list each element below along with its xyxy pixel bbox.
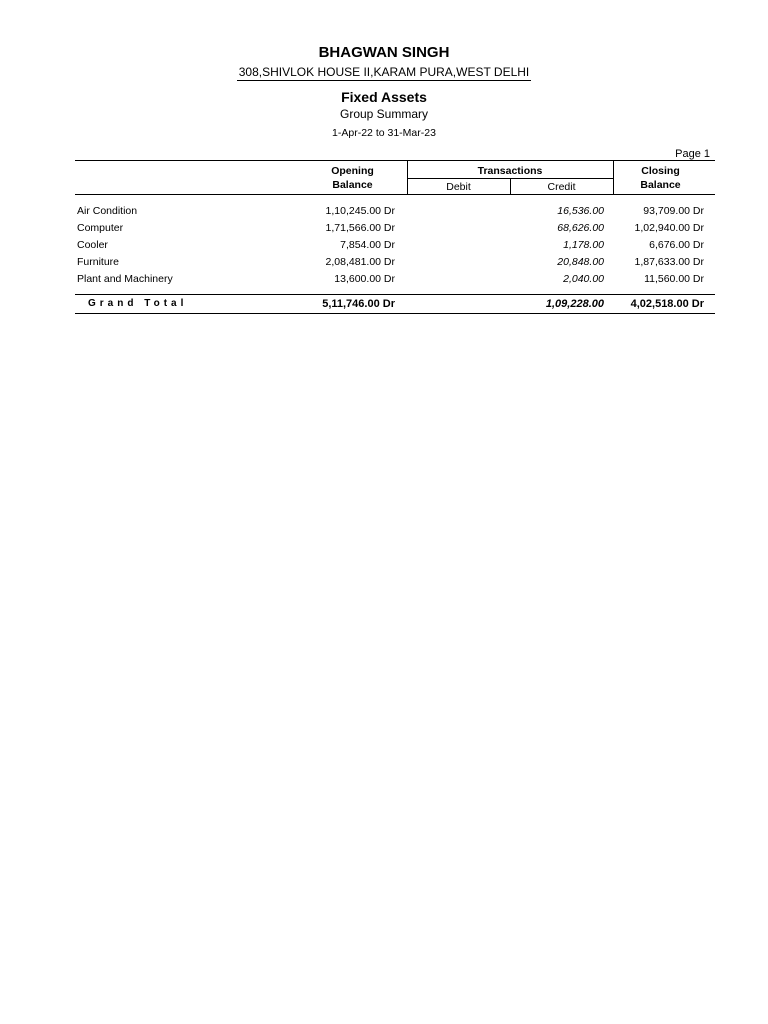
table-row <box>0 256 768 273</box>
row-opening: 1,71,566.00 Dr <box>325 222 395 234</box>
row-credit: 68,626.00 <box>557 222 604 234</box>
grand-total-opening: 5,11,746.00 Dr <box>322 298 395 310</box>
row-name: Air Condition <box>77 205 138 217</box>
header-credit: Credit <box>547 181 576 193</box>
company-address-text: 308,SHIVLOK HOUSE II,KARAM PURA,WEST DELHI <box>238 65 530 79</box>
row-name: Computer <box>77 222 124 234</box>
row-closing: 1,87,633.00 Dr <box>634 256 704 268</box>
header-top-rule <box>75 160 715 161</box>
row-name: Plant and Machinery <box>77 273 173 285</box>
grand-total-credit: 1,09,228.00 <box>545 298 604 310</box>
report-title: Fixed Assets <box>341 89 427 105</box>
total-bottom-rule <box>75 313 715 314</box>
row-closing: 1,02,940.00 Dr <box>634 222 704 234</box>
row-name: Furniture <box>77 256 120 268</box>
row-credit: 2,040.00 <box>563 273 604 285</box>
header-debit: Debit <box>446 181 471 193</box>
row-opening: 2,08,481.00 Dr <box>325 256 395 268</box>
row-opening: 13,600.00 Dr <box>334 273 395 285</box>
row-credit: 1,178.00 <box>563 239 604 251</box>
report-subtitle: Group Summary <box>339 107 429 121</box>
header-opening-1: Opening <box>331 165 374 177</box>
header-transactions: Transactions <box>477 165 543 177</box>
table-row <box>0 239 768 256</box>
company-address <box>0 65 768 79</box>
table-row <box>0 205 768 222</box>
page-number: Page 1 <box>675 148 710 160</box>
header-closing-1: Closing <box>641 165 680 177</box>
grand-total-label: Grand Total <box>88 298 188 309</box>
row-closing: 11,560.00 Dr <box>644 273 704 285</box>
table-row <box>0 273 768 290</box>
row-credit: 20,848.00 <box>557 256 604 268</box>
header-bottom-rule <box>75 194 715 195</box>
row-name: Cooler <box>77 239 108 251</box>
row-closing: 93,709.00 Dr <box>643 205 704 217</box>
grand-total-closing: 4,02,518.00 Dr <box>630 298 704 310</box>
row-closing: 6,676.00 Dr <box>649 239 704 251</box>
total-top-rule <box>75 294 715 295</box>
row-opening: 7,854.00 Dr <box>340 239 395 251</box>
row-opening: 1,10,245.00 Dr <box>325 205 395 217</box>
table-row <box>0 222 768 239</box>
header-opening-2: Balance <box>332 179 373 191</box>
company-name: BHAGWAN SINGH <box>318 44 450 61</box>
header-closing-2: Balance <box>640 179 681 191</box>
row-credit: 16,536.00 <box>557 205 604 217</box>
report-period: 1-Apr-22 to 31-Mar-23 <box>332 127 436 139</box>
